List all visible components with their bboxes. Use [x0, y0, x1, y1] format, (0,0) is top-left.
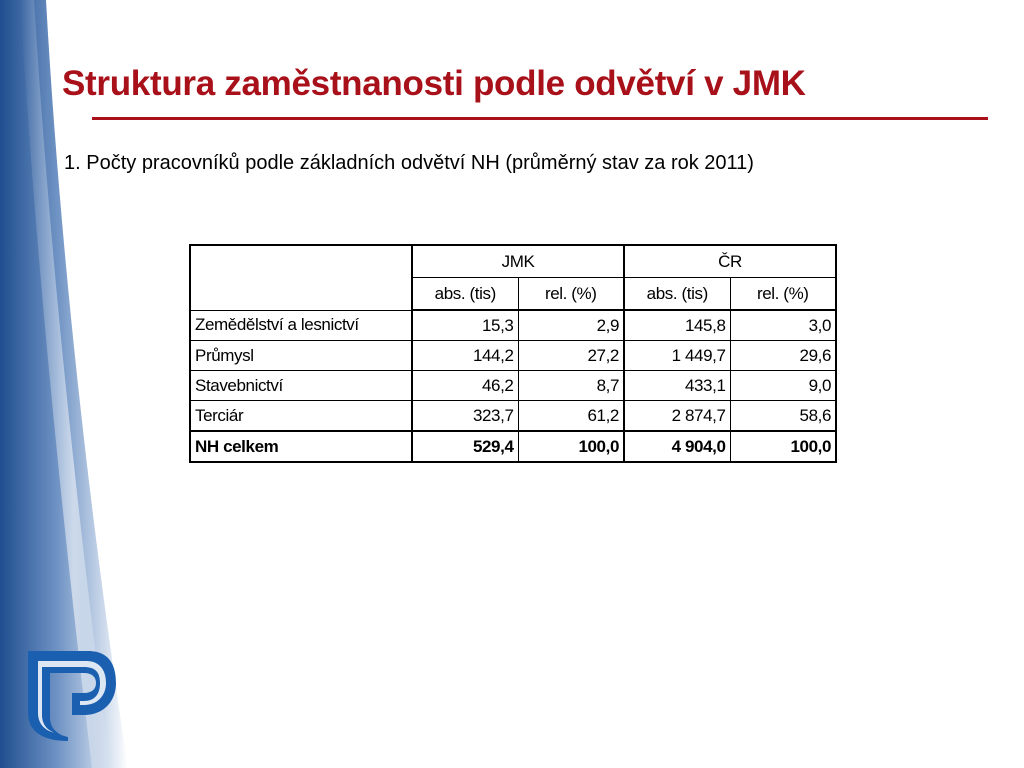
- table-cell: 2 874,7: [624, 401, 730, 432]
- table-cell: 9,0: [730, 371, 836, 401]
- table-cell: 144,2: [412, 341, 518, 371]
- title-divider: [92, 117, 988, 120]
- row-label: NH celkem: [190, 431, 412, 462]
- university-logo-icon: [22, 645, 118, 745]
- table-cell: 46,2: [412, 371, 518, 401]
- table-cell: 1 449,7: [624, 341, 730, 371]
- header-group-cr: ČR: [624, 245, 836, 278]
- table-cell: 15,3: [412, 310, 518, 341]
- table-cell: 100,0: [518, 431, 624, 462]
- table-row: [190, 371, 836, 401]
- table-cell: 3,0: [730, 310, 836, 341]
- table-cell: 29,6: [730, 341, 836, 371]
- table-corner-cell: [190, 245, 412, 310]
- slide-title: Struktura zaměstnanosti podle odvětví v JMK: [62, 64, 806, 103]
- table-row: [190, 341, 836, 371]
- table-cell: 145,8: [624, 310, 730, 341]
- subheader-cell: rel. (%): [730, 278, 836, 311]
- table-cell: 58,6: [730, 401, 836, 432]
- subheader-cell: abs. (tis): [624, 278, 730, 311]
- employment-table: [189, 244, 837, 463]
- row-label: Průmysl: [190, 341, 412, 371]
- table-cell: 529,4: [412, 431, 518, 462]
- table-cell: 27,2: [518, 341, 624, 371]
- subheader-cell: rel. (%): [518, 278, 624, 311]
- table-cell: 2,9: [518, 310, 624, 341]
- row-label: Stavebnictví: [190, 371, 412, 401]
- table-cell: 100,0: [730, 431, 836, 462]
- table-header-row: [190, 245, 836, 278]
- table-cell: 8,7: [518, 371, 624, 401]
- row-label: Zemědělství a lesnictví: [190, 310, 412, 341]
- table-total-row: [190, 431, 836, 462]
- table-row: [190, 310, 836, 341]
- header-group-jmk: JMK: [412, 245, 624, 278]
- row-label: Terciár: [190, 401, 412, 432]
- table-row: [190, 401, 836, 432]
- table-cell: 4 904,0: [624, 431, 730, 462]
- table-cell: 323,7: [412, 401, 518, 432]
- subheader-cell: abs. (tis): [412, 278, 518, 311]
- slide-subtitle: 1. Počty pracovníků podle základních odvětví NH (průměrný stav za rok 2011): [64, 152, 754, 174]
- table-cell: 433,1: [624, 371, 730, 401]
- table-cell: 61,2: [518, 401, 624, 432]
